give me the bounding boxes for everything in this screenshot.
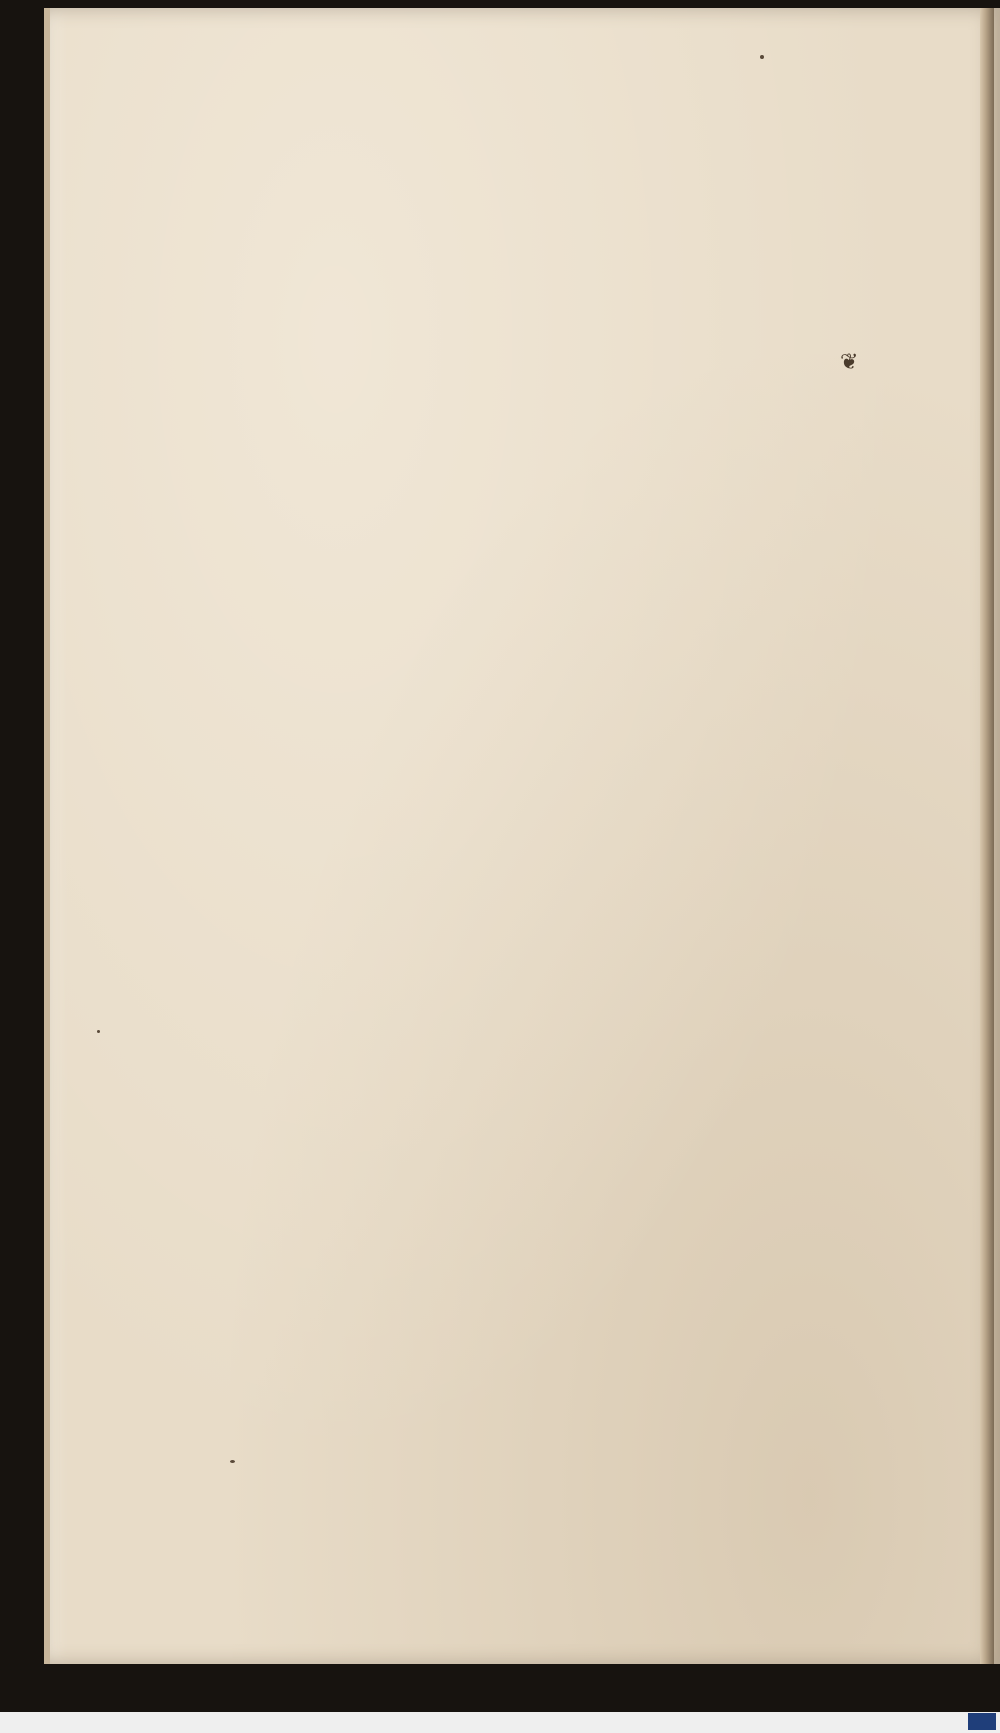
dfg-logo <box>968 1713 996 1730</box>
ornament-mark: ❦ <box>840 350 859 375</box>
page-speck <box>760 55 764 59</box>
page-speck <box>97 1030 100 1033</box>
footer-bar <box>0 1712 1000 1733</box>
book-page <box>44 8 1000 1664</box>
page-speck <box>230 1460 235 1463</box>
page-edge <box>980 8 994 1664</box>
